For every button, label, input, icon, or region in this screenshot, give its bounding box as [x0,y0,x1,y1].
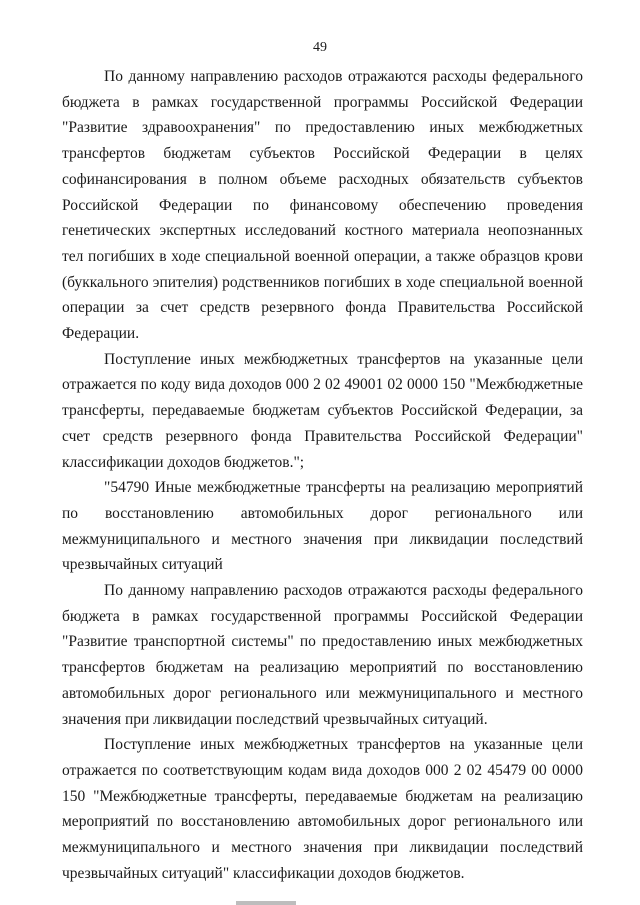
scan-edge-mark [236,901,296,905]
paragraph-expenses-genetics: По данному направлению расходов отражаются расходы федерального бюджета в рамках государственной программы Российской Федерации "Развитие здравоохранения" по предоставлению иных межбюджетных трансфертов бюджетам субъектов Российской Федерации в целях софинансирования в полном объеме расходных обязательств субъектов Российской Федерации по финансовому обеспечению проведения генетических экспертных исследований костного материала неопознанных тел погибших в ходе специальной военной операции, а также образцов крови (буккального эпителия) родственников погибших в ходе специальной военной операции за счет средств резервного фонда Правительства Российской Федерации. [62,68,583,343]
paragraph-revenue-code-49001: Поступление иных межбюджетных трансфертов на указанные цели отражается по коду вида доходов 000 2 02 49001 02 0000 150 "Межбюджетные трансферты, передаваемые бюджетам субъектов Российской Федерации, за счет средств резервного фонда Правительства Российской Федерации" классификации доходов бюджетов."; [62,350,583,471]
paragraph-heading-54790: "54790 Иные межбюджетные трансферты на реализацию мероприятий по восстановлению автомобильных дорог регионального или межмуниципального и местного значения при ликвидации последствий чрезвычайных ситуаций [62,479,583,574]
paragraph-expenses-roads: По данному направлению расходов отражаются расходы федерального бюджета в рамках государственной программы Российской Федерации "Развитие транспортной системы" по предоставлению иных межбюджетных трансфертов бюджетам на реализацию мероприятий по восстановлению автомобильных дорог регионального или межмуниципального и местного значения при ликвидации последствий чрезвычайных ситуаций. [62,582,583,728]
document-body [62,64,583,887]
paragraph-revenue-code-45479: Поступление иных межбюджетных трансфертов на указанные цели отражается по соответствующим кодам вида доходов 000 2 02 45479 00 0000 150 "Межбюджетные трансферты, передаваемые бюджетам на реализацию мероприятий по восстановлению автомобильных дорог регионального или межмуниципального и местного значения при ликвидации последствий чрезвычайных ситуаций" классификации доходов бюджетов. [62,736,583,882]
page-number: 49 [313,40,327,55]
